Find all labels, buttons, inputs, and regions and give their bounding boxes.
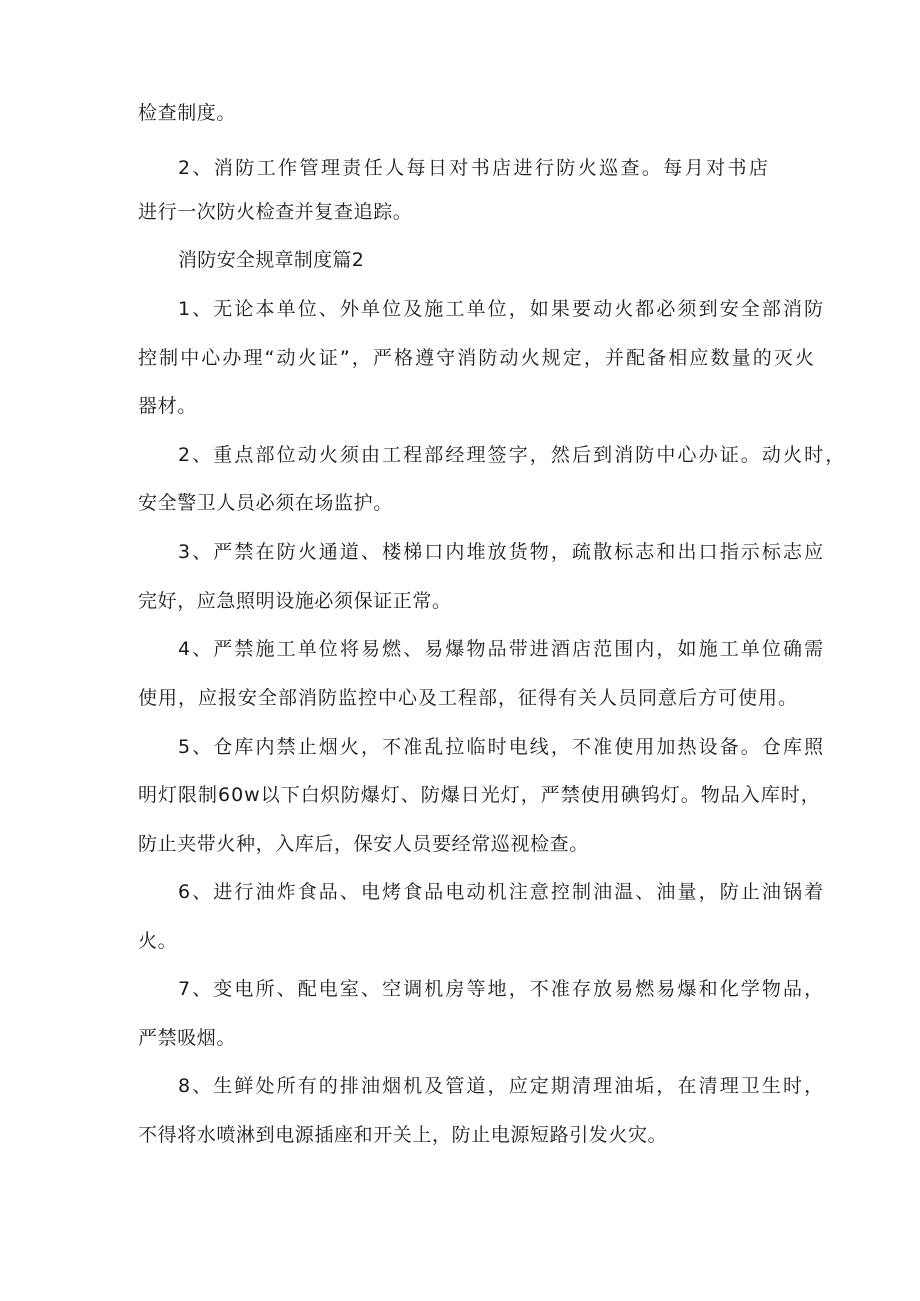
- text-line: 进行一次防火检查并复查追踪。: [138, 201, 413, 223]
- section-heading: 消防安全规章制度篇2: [178, 249, 365, 271]
- text-line: 控制中心办理“动火证”，严格遵守消防动火规定，并配备相应数量的灭火: [138, 347, 816, 369]
- text-line: 检查制度。: [138, 102, 237, 124]
- list-item-line: 2、重点部位动火须由工程部经理签字，然后到消防中心办证。动火时，: [178, 444, 847, 466]
- list-item-line: 4、严禁施工单位将易燃、易爆物品带进酒店范围内，如施工单位确需: [178, 638, 826, 660]
- text-line: 火。: [138, 930, 178, 952]
- text-line: 明灯限制60w以下白炽防爆灯、防爆日光灯，严禁使用碘钨灯。物品入库时，: [138, 784, 821, 806]
- list-item-line: 7、变电所、配电室、空调机房等地，不准存放易燃易爆和化学物品，: [178, 978, 826, 1000]
- text-line: 器材。: [138, 395, 197, 417]
- list-item-line: 3、严禁在防火通道、楼梯口内堆放货物，疏散标志和出口指示标志应: [178, 541, 826, 563]
- text-line: 严禁吸烟。: [138, 1027, 237, 1049]
- list-item-line: 2、消防工作管理责任人每日对书店进行防火巡查。每月对书店: [178, 157, 771, 179]
- text-line: 安全警卫人员必须在场监护。: [138, 492, 393, 514]
- text-line: 防止夹带火种，入库后，保安人员要经常巡视检查。: [138, 833, 589, 855]
- list-item-line: 8、生鲜处所有的排油烟机及管道，应定期清理油垢，在清理卫生时，: [178, 1075, 826, 1097]
- list-item-line: 1、无论本单位、外单位及施工单位，如果要动火都必须到安全部消防: [178, 298, 826, 320]
- list-item-line: 5、仓库内禁止烟火，不准乱拉临时电线，不准使用加热设备。仓库照: [178, 736, 826, 758]
- list-item-line: 6、进行油炸食品、电烤食品电动机注意控制油温、油量，防止油锅着: [178, 881, 826, 903]
- text-line: 不得将水喷淋到电源插座和开关上，防止电源短路引发火灾。: [138, 1124, 668, 1146]
- text-line: 完好，应急照明设施必须保证正常。: [138, 590, 452, 612]
- text-line: 使用，应报安全部消防监控中心及工程部，征得有关人员同意后方可使用。: [138, 687, 799, 709]
